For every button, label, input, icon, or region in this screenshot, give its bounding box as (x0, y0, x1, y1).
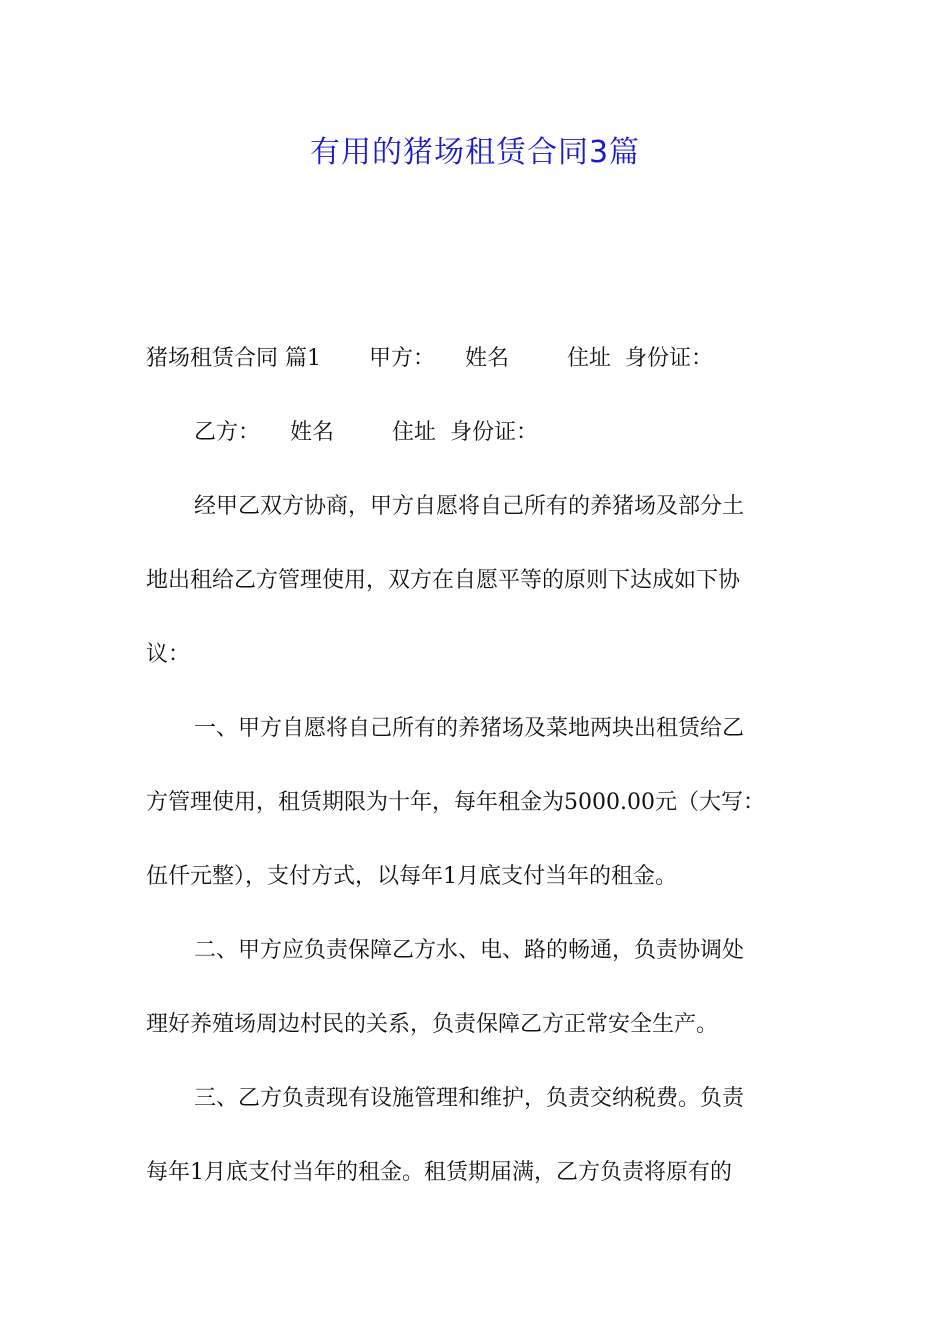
text-line: 二、甲方应负责保障乙方水、电、路的畅通，负责协调处 (194, 938, 745, 963)
text-line: 伍仟元整），支付方式，以每年1月底支付当年的租金。 (146, 864, 677, 889)
party-a-id: 身份证： (625, 346, 714, 371)
text-line: 一、甲方自愿将自己所有的养猪场及菜地两块出租赁给乙 (194, 716, 745, 741)
party-a-name: 姓名 (465, 346, 510, 371)
text-line: 议： (146, 642, 191, 667)
text-line: 经甲乙双方协商，甲方自愿将自己所有的养猪场及部分土 (194, 494, 745, 519)
party-a-address: 住址 (567, 346, 612, 371)
party-a-label: 甲方： (369, 346, 436, 371)
party-b-address: 住址 (392, 420, 437, 445)
party-b-label: 乙方： (194, 420, 261, 445)
header-line (146, 334, 808, 408)
document-body (146, 334, 808, 1222)
text-line: 理好养殖场周边村民的关系，负责保障乙方正常安全生产。 (146, 1012, 719, 1037)
text-line: 每年1月底支付当年的租金。租赁期届满，乙方负责将原有的 (146, 1160, 732, 1185)
party-b-name: 姓名 (290, 420, 335, 445)
document-title: 有用的猪场租赁合同3篇 (309, 135, 641, 170)
text-line: 方管理使用，租赁期限为十年，每年租金为5000.00元（大写： (146, 790, 765, 815)
text-line: 地出租给乙方管理使用，双方在自愿平等的原则下达成如下协 (146, 568, 741, 593)
text-line: 三、乙方负责现有设施管理和维护，负责交纳税费。负责 (194, 1086, 745, 1111)
party-b-line (146, 408, 808, 482)
party-b-id: 身份证： (450, 420, 539, 445)
contract-heading: 猪场租赁合同 篇1 (146, 346, 321, 371)
